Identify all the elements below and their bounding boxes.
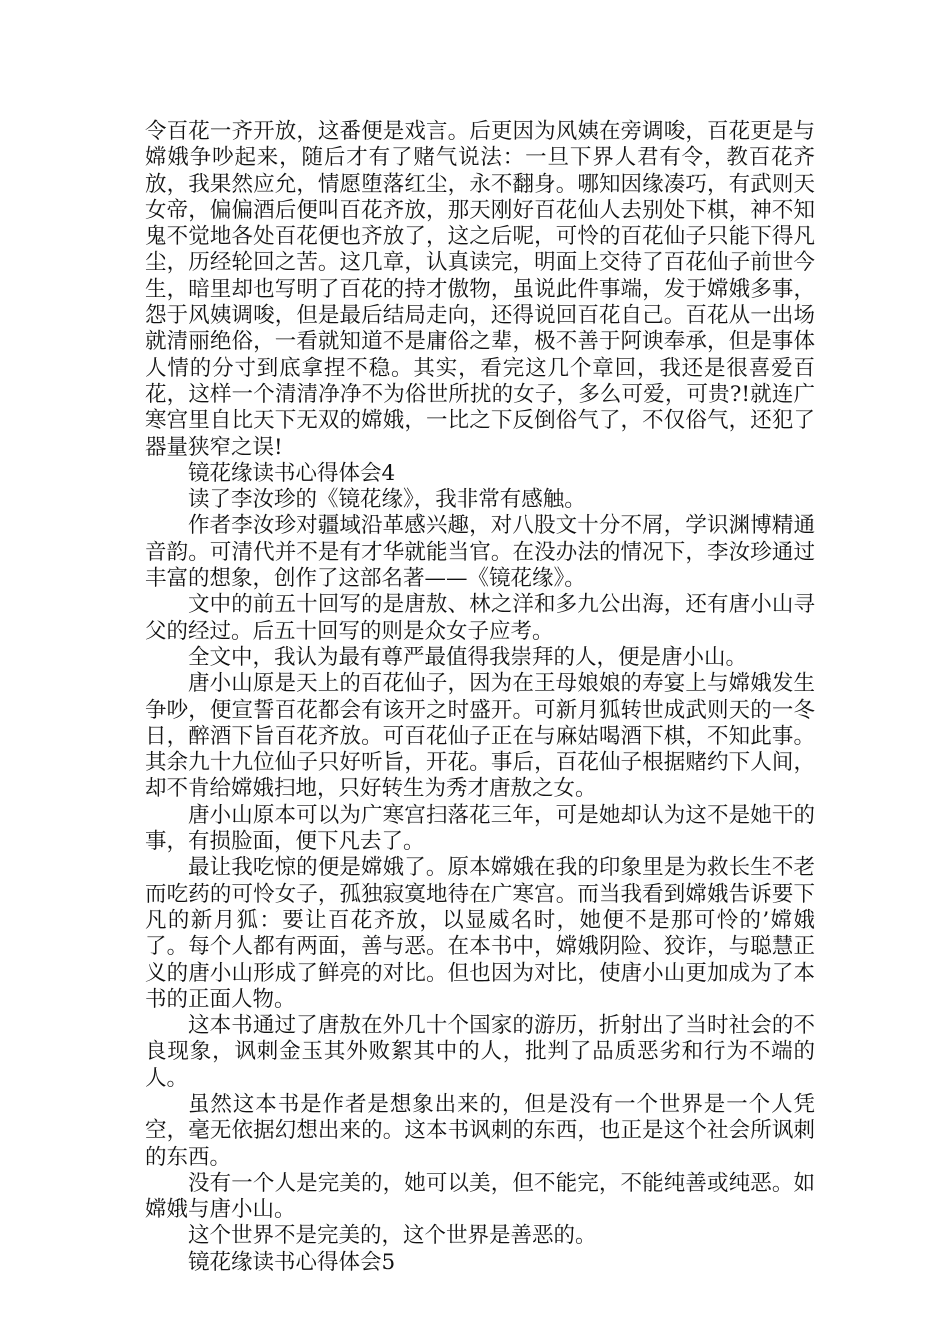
paragraph-continuation: 令百花一齐开放，这番便是戏言。后更因为风姨在旁调唆，百花更是与嫦娥争吵起来，随后才有了赌气说法：一旦下界人君有令，教百花齐放，我果然应允，情愿堕落红尘，永不翻身。哪知因缘凑巧，有武则天女帝，偏偏酒后便叫百花齐放，那天刚好百花仙人去别处下棋，神不知鬼不觉地各处百花便也齐放了，这之后呢，可怜的百花仙子只能下得凡尘，历经轮回之苦。这几章，认真读完，明面上交待了百花仙子前世今生，暗里却也写明了百花的持才傲物，虽说此件事端，发于嫦娥多事，怨于风姨调唆，但是最后结局走向，还得说回百花自己。百花从一出场就清丽绝俗，一看就知道不是庸俗之辈，极不善于阿谀奉承，但是事体人情的分寸到底拿捏不稳。其实，看完这几个章回，我还是很喜爱百花，这样一个清清净净不为俗世所扰的女子，多么可爱，可贵?!就连广寒宫里自比天下无双的嫦娥，一比之下反倒俗气了，不仅俗气，还犯了器量狭窄之误! bbox=[145, 119, 815, 460]
document-page bbox=[145, 119, 815, 1276]
paragraph: 文中的前五十回写的是唐敖、林之洋和多九公出海，还有唐小山寻父的经过。后五十回写的则是众女子应考。 bbox=[145, 592, 815, 644]
paragraph: 唐小山原本可以为广寒宫扫落花三年，可是她却认为这不是她干的事，有损脸面，便下凡去了。 bbox=[145, 802, 815, 855]
section-heading-5: 镜花缘读书心得体会5 bbox=[188, 1249, 396, 1275]
paragraph: 没有一个人是完美的，她可以美，但不能完，不能纯善或纯恶。如嫦娥与唐小山。 bbox=[145, 1170, 815, 1223]
paragraph: 唐小山原是天上的百花仙子，因为在王母娘娘的寿宴上与嫦娥发生争吵，便宣誓百花都会有该开之时盛开。可新月狐转世成武则天的一冬日，醉酒下旨百花齐放。可百花仙子正在与麻姑喝酒下棋，不知此事。其余九十九位仙子只好听旨，开花。事后，百花仙子根据赌约下人间，却不肯给嫦娥扫地，只好转生为秀才唐敖之女。 bbox=[145, 671, 815, 802]
section-heading-4: 镜花缘读书心得体会4 bbox=[188, 460, 396, 486]
paragraph: 最让我吃惊的便是嫦娥了。原本嫦娥在我的印象里是为救长生不老而吃药的可怜女子，孤独寂寞地待在广寒宫。而当我看到嫦娥告诉要下凡的新月狐：要让百花齐放，以显威名时，她便不是那可怜的’嫦娥了。每个人都有两面，善与恶。在本书中，嫦娥阴险、狡诈，与聪慧正义的唐小山形成了鲜亮的对比。但也因为对比，使唐小山更加成为了本书的正面人物。 bbox=[145, 855, 815, 1012]
paragraph: 全文中，我认为最有尊严最值得我崇拜的人，便是唐小山。 bbox=[188, 644, 748, 670]
paragraph: 作者李汝珍对疆域沿革感兴趣，对八股文十分不屑，学识渊博精通音韵。可清代并不是有才华就能当官。在没办法的情况下，李汝珍通过丰富的想象，创作了这部名著——《镜花缘》。 bbox=[145, 513, 815, 592]
paragraph: 这本书通过了唐敖在外几十个国家的游历，折射出了当时社会的不良现象，讽刺金玉其外败絮其中的人，批判了品质恶劣和行为不端的人。 bbox=[145, 1013, 815, 1091]
paragraph: 虽然这本书是作者是想象出来的，但是没有一个世界是一个人凭空，毫无依据幻想出来的。这本书讽刺的东西，也正是这个社会所讽刺的东西。 bbox=[145, 1091, 815, 1170]
paragraph: 这个世界不是完美的，这个世界是善恶的。 bbox=[188, 1223, 597, 1249]
paragraph: 读了李汝珍的《镜花缘》，我非常有感触。 bbox=[188, 487, 586, 513]
